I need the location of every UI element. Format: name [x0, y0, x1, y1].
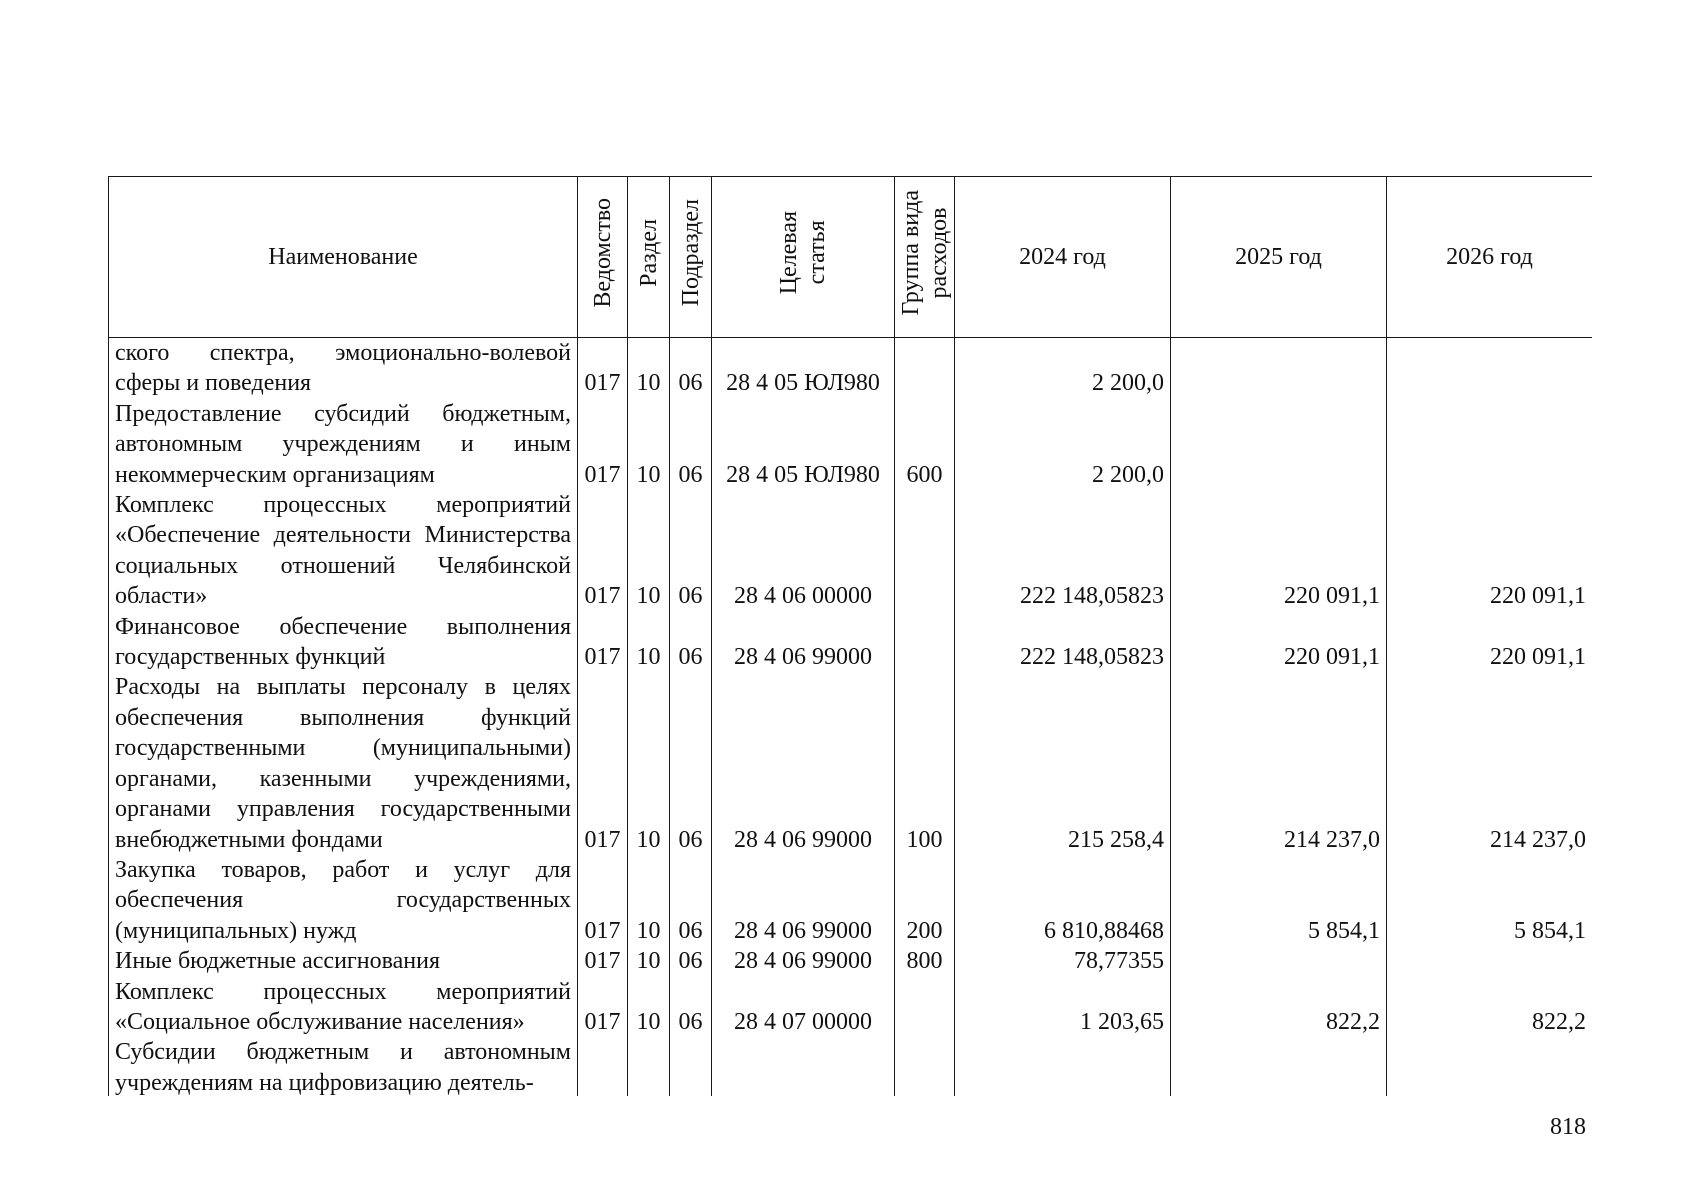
table-row — [109, 490, 1593, 612]
page-number: 818 — [1550, 1114, 1586, 1140]
cell-2026: 822,2 — [1387, 977, 1593, 1038]
cell-podrazdel: 06 — [670, 399, 712, 490]
cell-razdel: 10 — [628, 672, 670, 854]
cell-target: 28 4 07 00000 — [712, 977, 895, 1038]
cell-podrazdel: 06 — [670, 490, 712, 612]
cell-vedomstvo: 017 — [578, 399, 628, 490]
cell-name: Комплекс процессных мероприятий «Социальное обслуживание населения» — [109, 977, 578, 1038]
cell-vedomstvo: 017 — [578, 490, 628, 612]
cell-podrazdel — [670, 1037, 712, 1096]
cell-name: Предоставление субсидий бюджетным, автономным учреждениям и иным некоммерческим организациям — [109, 399, 578, 490]
cell-2026 — [1387, 946, 1593, 976]
table-row — [109, 399, 1593, 490]
cell-2026: 220 091,1 — [1387, 612, 1593, 673]
cell-group: 200 — [895, 855, 955, 946]
cell-2025: 220 091,1 — [1171, 612, 1387, 673]
cell-2024: 222 148,05823 — [955, 490, 1171, 612]
cell-2024: 215 258,4 — [955, 672, 1171, 854]
cell-2026 — [1387, 338, 1593, 399]
cell-name: Иные бюджетные ассигнования — [109, 946, 578, 976]
cell-target: 28 4 06 99000 — [712, 672, 895, 854]
cell-target: 28 4 06 99000 — [712, 855, 895, 946]
cell-2024: 78,77355 — [955, 946, 1171, 976]
cell-2025 — [1171, 1037, 1387, 1096]
cell-2026: 214 237,0 — [1387, 672, 1593, 854]
header-2024: 2024 год — [955, 177, 1171, 338]
header-group — [895, 177, 955, 338]
cell-razdel: 10 — [628, 855, 670, 946]
cell-vedomstvo: 017 — [578, 855, 628, 946]
cell-razdel: 10 — [628, 977, 670, 1038]
header-group-line2: расходов — [925, 207, 952, 299]
cell-target: 28 4 06 99000 — [712, 612, 895, 673]
cell-name: ского спектра, эмоционально-волевой сферы и поведения — [109, 338, 578, 399]
header-group-line1: Группа вида — [897, 190, 924, 316]
cell-vedomstvo: 017 — [578, 338, 628, 399]
cell-razdel: 10 — [628, 490, 670, 612]
cell-podrazdel: 06 — [670, 338, 712, 399]
cell-2024: 6 810,88468 — [955, 855, 1171, 946]
cell-group: 800 — [895, 946, 955, 976]
header-vedomstvo: Ведомство — [578, 177, 628, 338]
cell-2025 — [1171, 399, 1387, 490]
cell-name: Комплекс процессных мероприятий «Обеспечение деятельности Министерства социальных отношений Челябинской области» — [109, 490, 578, 612]
header-razdel: Раздел — [628, 177, 670, 338]
cell-2026 — [1387, 399, 1593, 490]
cell-vedomstvo: 017 — [578, 612, 628, 673]
cell-2025: 214 237,0 — [1171, 672, 1387, 854]
cell-2024: 1 203,65 — [955, 977, 1171, 1038]
cell-target — [712, 1037, 895, 1096]
table-row — [109, 612, 1593, 673]
cell-vedomstvo: 017 — [578, 672, 628, 854]
cell-2024: 2 200,0 — [955, 338, 1171, 399]
cell-target: 28 4 06 00000 — [712, 490, 895, 612]
cell-2025 — [1171, 946, 1387, 976]
cell-2026: 5 854,1 — [1387, 855, 1593, 946]
header-target-line1: Целевая — [776, 211, 802, 295]
cell-2025: 5 854,1 — [1171, 855, 1387, 946]
cell-2025 — [1171, 338, 1387, 399]
cell-group — [895, 612, 955, 673]
cell-vedomstvo: 017 — [578, 977, 628, 1038]
header-podrazdel: Подраздел — [670, 177, 712, 338]
cell-podrazdel: 06 — [670, 977, 712, 1038]
budget-table — [108, 176, 1592, 1096]
table-row — [109, 855, 1593, 946]
cell-group — [895, 1037, 955, 1096]
cell-2025: 822,2 — [1171, 977, 1387, 1038]
cell-target: 28 4 06 99000 — [712, 946, 895, 976]
cell-podrazdel: 06 — [670, 612, 712, 673]
header-row — [109, 177, 1593, 338]
table-row — [109, 338, 1593, 399]
cell-group — [895, 338, 955, 399]
table-body — [109, 338, 1593, 1097]
cell-podrazdel: 06 — [670, 946, 712, 976]
cell-podrazdel: 06 — [670, 855, 712, 946]
cell-name: Закупка товаров, работ и услуг для обеспечения государственных (муниципальных) нужд — [109, 855, 578, 946]
cell-target: 28 4 05 ЮЛ980 — [712, 399, 895, 490]
table-row — [109, 1037, 1593, 1096]
table-row — [109, 946, 1593, 976]
budget-page — [108, 176, 1592, 1096]
cell-group: 100 — [895, 672, 955, 854]
table-row — [109, 672, 1593, 854]
cell-razdel — [628, 1037, 670, 1096]
cell-group: 600 — [895, 399, 955, 490]
header-target — [712, 177, 895, 338]
cell-vedomstvo: 017 — [578, 946, 628, 976]
cell-2024 — [955, 1037, 1171, 1096]
cell-name: Субсидии бюджетным и автономным учреждениям на цифровизацию деятель- — [109, 1037, 578, 1096]
cell-group — [895, 977, 955, 1038]
header-name: Наименование — [109, 177, 578, 338]
cell-2025: 220 091,1 — [1171, 490, 1387, 612]
cell-razdel: 10 — [628, 399, 670, 490]
header-target-line2: статья — [804, 220, 830, 285]
cell-vedomstvo — [578, 1037, 628, 1096]
cell-name: Финансовое обеспечение выполнения государственных функций — [109, 612, 578, 673]
cell-name: Расходы на выплаты персоналу в целях обеспечения выполнения функций государственными (муниципальными) органами, казенными учреждениями, органами управления государственными внебюджетными фондами — [109, 672, 578, 854]
cell-2024: 222 148,05823 — [955, 612, 1171, 673]
cell-group — [895, 490, 955, 612]
cell-2026: 220 091,1 — [1387, 490, 1593, 612]
cell-2024: 2 200,0 — [955, 399, 1171, 490]
table-row — [109, 977, 1593, 1038]
cell-target: 28 4 05 ЮЛ980 — [712, 338, 895, 399]
cell-podrazdel: 06 — [670, 672, 712, 854]
cell-razdel: 10 — [628, 612, 670, 673]
header-2025: 2025 год — [1171, 177, 1387, 338]
cell-2026 — [1387, 1037, 1593, 1096]
header-2026: 2026 год — [1387, 177, 1593, 338]
cell-razdel: 10 — [628, 338, 670, 399]
cell-razdel: 10 — [628, 946, 670, 976]
